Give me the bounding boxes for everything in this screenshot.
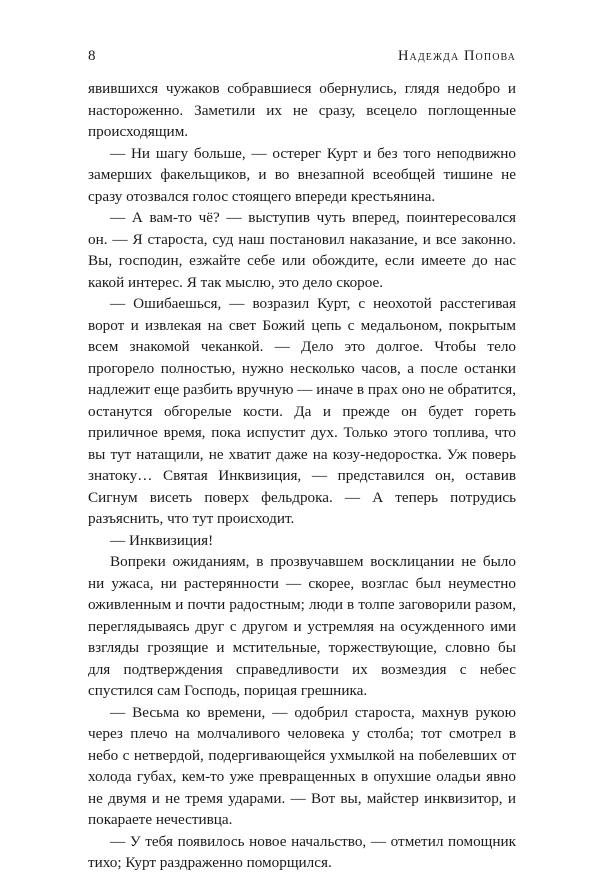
paragraph: Вопреки ожиданиям, в прозвучавшем восклицании не было ни ужаса, ни растерянности — скорее, возглас был неуместно оживленным и почти радостным; люди в толпе заговорили разом, переглядываясь друг с другом и устремляя на осужденного ими взгляды грозящие и мстительные, торжествующие, словно бы для подтверждения справедливости их возмездия с небес спустился сам Господь, порицая грешника. — [88, 553, 516, 699]
paragraph: — Инквизиция! — [110, 531, 214, 549]
paragraph: — Ошибаешься, — возразил Курт, с неохотой расстегивая ворот и извлекая на свет Божий цепь с медальоном, покрытым всем знакомой чеканкой. — Дело это долгое. Чтобы тело прогорело полностью, нужно несколько часов, а после останки надлежит еще разбить вручную — иначе в прах оно не обратится, останутся обгорелые кости. Да и прежде он будет гореть приличное время, пока испустит дух. Только этого топлива, что вы тут натащили, не хватит даже на козу-недоростка. Уж поверь знатоку… Святая Инквизиция, — представился он, оставив Сигнум висеть поверх фельдрока. — А теперь потрудись разъяснить, что тут происходит. — [88, 295, 516, 527]
paragraph: — Ни шагу больше, — остерег Курт и без того неподвижно замерших факельщиков, и во внезапной всеобщей тишине не сразу отозвался голос стоящего впереди крестьянина. — [88, 144, 516, 205]
author-name: Надежда Попова — [397, 48, 516, 64]
paragraph: — А вам-то чё? — выступив чуть вперед, поинтересовался он. — Я староста, суд наш постановил наказание, и все законно. Вы, господин, езжайте себе или обождите, если имеете до нас какой интерес. Я так мыслю, это дело скорое. — [88, 209, 516, 291]
running-header — [88, 46, 516, 66]
page-number: 8 — [88, 48, 96, 64]
paragraph: — У тебя появилось новое начальство, — отметил помощник тихо; Курт раздраженно поморщился. — [88, 832, 516, 871]
body-text — [88, 78, 516, 874]
paragraph: — Весьма ко времени, — одобрил староста, махнув рукою через плечо на молчаливого человека у столба; тот смотрел в небо с нетвердой, подергивающейся ухмылкой на побелевших от холода губах, кем-то уже превращенных в опухшие оладьи явно не двумя и не тремя ударами. — Вот вы, майстер инквизитор, и покараете нечестивца. — [88, 703, 516, 828]
paragraph: явившихся чужаков собравшиеся обернулись, глядя недобро и настороженно. Заметили их не сразу, всецело поглощенные происходящим. — [88, 80, 516, 140]
